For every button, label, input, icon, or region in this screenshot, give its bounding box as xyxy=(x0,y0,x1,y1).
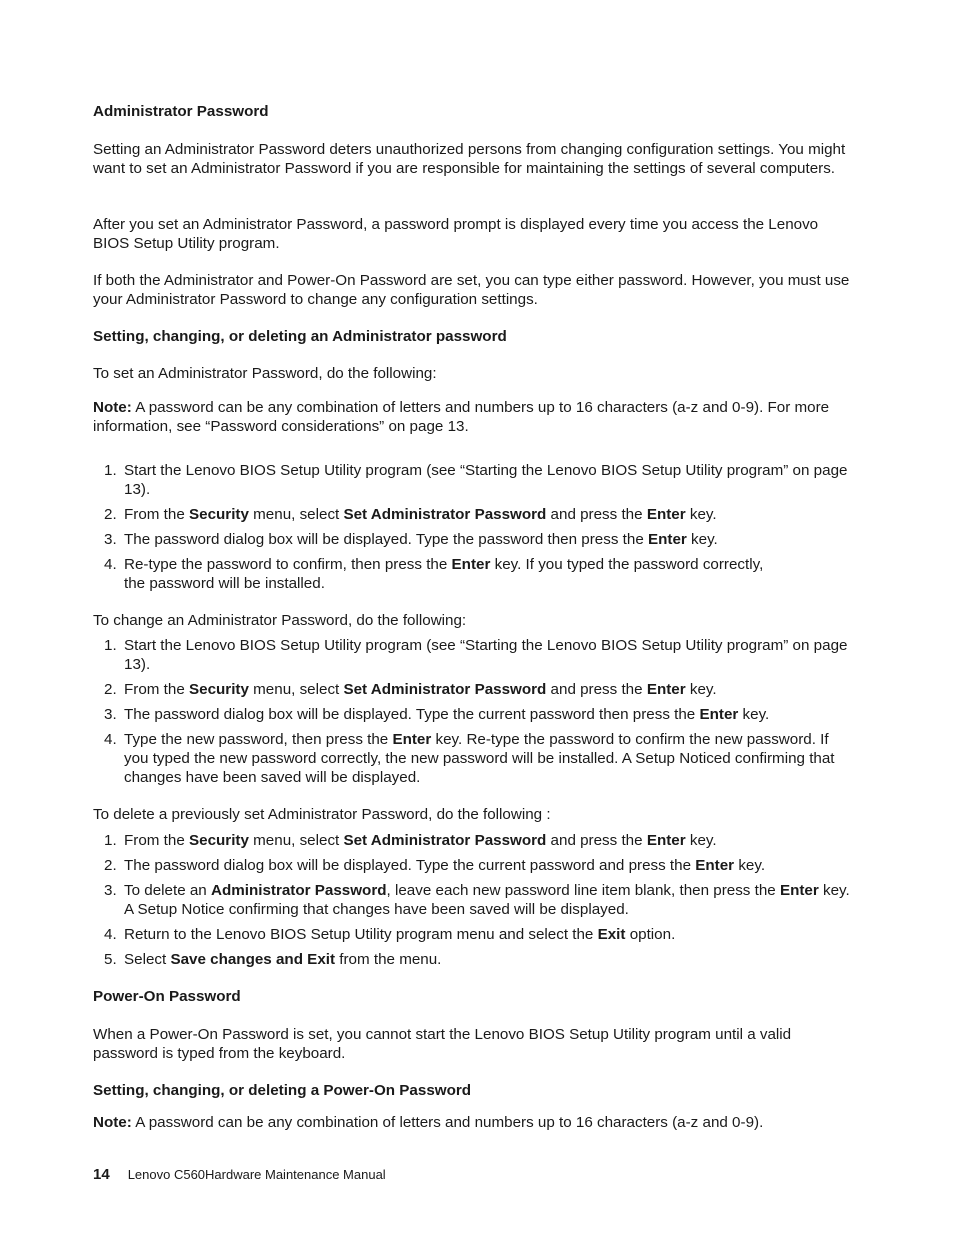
list-item-text: menu, select xyxy=(248,506,344,523)
list-item-text: key. xyxy=(685,506,717,523)
list-item-text: From the xyxy=(124,832,189,849)
list-item-number: 1. xyxy=(104,832,117,849)
list-item xyxy=(93,636,853,674)
list-item-text: menu, select xyxy=(248,681,344,698)
list-item xyxy=(93,856,853,875)
section-heading-administrator-password: Administrator Password xyxy=(93,103,269,120)
list-item-text: Re-type the password to confirm, then press the xyxy=(124,556,452,573)
section-heading-power-on-password: Power-On Password xyxy=(93,988,241,1005)
bold-term: Enter xyxy=(392,731,432,748)
list-item-text: and press the xyxy=(546,832,647,849)
note-text: A password can be any combination of letters and numbers up to 16 characters (a-z and 0-9). For more information, see “Password considerations” on page 13. xyxy=(93,399,830,435)
note-label: Note: xyxy=(93,1114,132,1131)
list-item xyxy=(93,461,853,499)
list-item-number: 1. xyxy=(104,462,117,479)
admin-paragraph-3: If both the Administrator and Power-On Password are set, you can type either password. However, you must use your Administrator Password to change any configuration settings. xyxy=(93,272,850,308)
note-label: Note: xyxy=(93,399,132,416)
poweron-note xyxy=(93,1113,853,1132)
manual-title: Lenovo C560Hardware Maintenance Manual xyxy=(127,1167,386,1182)
list-item-text: Select xyxy=(124,951,171,968)
bold-term: Enter xyxy=(646,506,686,523)
list-item-number: 4. xyxy=(104,556,117,573)
list-item-text: and press the xyxy=(546,506,647,523)
bold-term: Set Administrator Password xyxy=(343,681,547,698)
list-item-text: Return to the Lenovo BIOS Setup Utility program menu and select the xyxy=(124,926,598,943)
list-item-text: From the xyxy=(124,506,189,523)
list-item-text: The password dialog box will be displayed. Type the current password then press the xyxy=(124,706,700,723)
list-item xyxy=(93,505,853,524)
list-item-text: menu, select xyxy=(248,832,344,849)
change-steps-list xyxy=(93,636,853,793)
list-item-text: From the xyxy=(124,681,189,698)
list-item xyxy=(93,705,853,724)
list-item-text: key. A Setup Notice confirming that changes have been saved will be displayed. xyxy=(124,882,850,918)
poweron-paragraph-1: When a Power-On Password is set, you cannot start the Lenovo BIOS Setup Utility program until a valid password is typed from the keyboard. xyxy=(93,1026,792,1062)
change-intro: To change an Administrator Password, do the following: xyxy=(93,612,467,629)
list-item-text: option. xyxy=(625,926,676,943)
note-text: A password can be any combination of letters and numbers up to 16 characters (a-z and 0-9). xyxy=(131,1114,764,1131)
list-item-number: 3. xyxy=(104,706,117,723)
list-item-text: Start the Lenovo BIOS Setup Utility program (see “Starting the Lenovo BIOS Setup Utility program” on page 13). xyxy=(124,637,848,673)
list-item-text: key. xyxy=(686,531,718,548)
list-item-text: Start the Lenovo BIOS Setup Utility program (see “Starting the Lenovo BIOS Setup Utility program” on page 13). xyxy=(124,462,848,498)
list-item-number: 1. xyxy=(104,637,117,654)
list-item-text: key. If you typed the password correctly, xyxy=(490,556,764,573)
subsection-heading-poweron-password: Setting, changing, or deleting a Power-On Password xyxy=(93,1082,472,1099)
bold-term: Save changes and Exit xyxy=(170,951,336,968)
list-item-number: 3. xyxy=(104,531,117,548)
list-item-number: 2. xyxy=(104,506,117,523)
list-item-text: the password will be installed. xyxy=(124,575,325,592)
list-item xyxy=(93,950,853,969)
bold-term: Set Administrator Password xyxy=(343,832,547,849)
admin-paragraph-1: Setting an Administrator Password deters unauthorized persons from changing configuration settings. You might want to set an Administrator Password if you are responsible for maintaining the settings of several computers. xyxy=(93,141,846,177)
bold-term: Enter xyxy=(646,832,686,849)
bold-term: Enter xyxy=(646,681,686,698)
bold-term: Security xyxy=(189,506,249,523)
bold-term: Enter xyxy=(695,857,735,874)
list-item-text: from the menu. xyxy=(335,951,442,968)
page-footer xyxy=(93,1166,386,1184)
bold-term: Enter xyxy=(699,706,739,723)
bold-term: Administrator Password xyxy=(210,882,387,899)
list-item xyxy=(93,925,853,944)
bold-term: Security xyxy=(189,681,249,698)
list-item xyxy=(93,881,853,919)
admin-paragraph-2: After you set an Administrator Password, a password prompt is displayed every time you access the Lenovo BIOS Setup Utility program. xyxy=(93,216,819,252)
list-item xyxy=(93,831,853,850)
list-item xyxy=(93,680,853,699)
bold-term: Enter xyxy=(451,556,491,573)
subsection-heading-admin-password: Setting, changing, or deleting an Administrator password xyxy=(93,328,507,345)
admin-note xyxy=(93,398,853,436)
list-item-text: key. Re-type the password to confirm the new password. If you typed the new password correctly, the new password will be installed. A Setup Noticed confirming that changes have been saved will be displayed. xyxy=(124,731,835,786)
set-steps-list xyxy=(93,461,853,599)
list-item-text: key. xyxy=(685,832,717,849)
list-item-text: key. xyxy=(738,706,770,723)
list-item-text: key. xyxy=(734,857,766,874)
list-item xyxy=(93,555,853,593)
list-item-text: The password dialog box will be displayed. Type the password then press the xyxy=(124,531,648,548)
list-item xyxy=(93,530,853,549)
bold-term: Enter xyxy=(648,531,687,548)
list-item-number: 5. xyxy=(104,951,117,968)
set-intro: To set an Administrator Password, do the following: xyxy=(93,365,437,382)
delete-intro: To delete a previously set Administrator Password, do the following : xyxy=(93,806,551,823)
list-item-number: 4. xyxy=(104,926,117,943)
list-item-text: To delete an xyxy=(124,882,211,899)
bold-term: Security xyxy=(189,832,249,849)
bold-term: Enter xyxy=(779,882,819,899)
bold-term: Set Administrator Password xyxy=(343,506,547,523)
page-number: 14 xyxy=(93,1166,110,1183)
list-item-text: The password dialog box will be displayed. Type the current password and press the xyxy=(124,857,696,874)
list-item-number: 4. xyxy=(104,731,117,748)
list-item-number: 3. xyxy=(104,882,117,899)
list-item xyxy=(93,730,853,787)
bold-term: Exit xyxy=(597,926,626,943)
list-item-text: Type the new password, then press the xyxy=(124,731,393,748)
list-item-text: , leave each new password line item blank, then press the xyxy=(386,882,780,899)
list-item-number: 2. xyxy=(104,857,117,874)
list-item-text: and press the xyxy=(546,681,647,698)
list-item-number: 2. xyxy=(104,681,117,698)
delete-steps-list xyxy=(93,831,853,975)
list-item-text: key. xyxy=(685,681,717,698)
